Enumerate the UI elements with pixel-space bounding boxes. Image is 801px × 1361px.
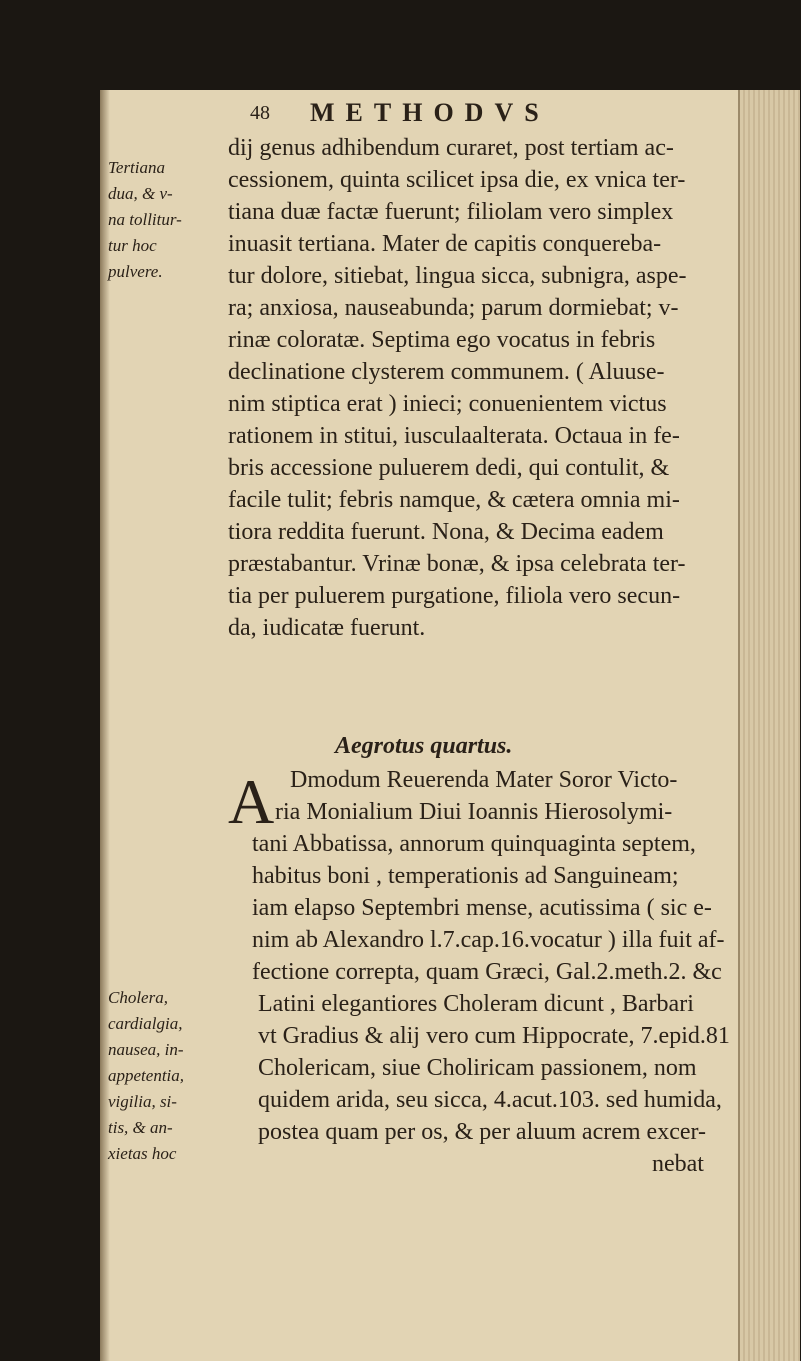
page-number: 48 — [250, 102, 270, 124]
drop-cap: A — [228, 766, 275, 837]
text-line: vt Gradius & alij vero cum Hippocrate, 7.epid.81 — [258, 1023, 730, 1049]
margin-note-cholera — [108, 985, 218, 1167]
text-line: facile tulit; febris namque, & cætera omnia mi- — [228, 487, 680, 513]
text-line: cessionem, quinta scilicet ipsa die, ex vnica ter- — [228, 167, 686, 193]
text-line: tiana duæ factæ fuerunt; filiolam vero simplex — [228, 199, 674, 225]
text-line: fectione correpta, quam Græci, Gal.2.meth.2. &c — [252, 959, 722, 985]
text-line: nebat — [652, 1151, 704, 1177]
text-line: tia per puluerem purgatione, filiola vero secun- — [228, 583, 681, 609]
text-line: tiora reddita fuerunt. Nona, & Decima eadem — [228, 519, 664, 545]
text-line: ria Monialium Diui Ioannis Hierosolymi- — [275, 799, 673, 825]
margin-note-tertiana — [108, 155, 218, 285]
margin-note-line: vigilia, si- — [108, 1092, 177, 1111]
margin-note-line: tur hoc — [108, 236, 157, 255]
margin-note-line: xietas hoc — [108, 1144, 177, 1163]
text-line: iam elapso Septembri mense, acutissima ( sic e- — [252, 895, 712, 921]
page-stack-edge — [738, 90, 800, 1361]
running-title: METHODVS — [310, 98, 550, 127]
margin-note-line: nausea, in- — [108, 1040, 184, 1059]
margin-note-line: na tollitur- — [108, 210, 182, 229]
text-line: quidem arida, seu sicca, 4.acut.103. sed humida, — [258, 1087, 722, 1113]
margin-note-line: dua, & v- — [108, 184, 173, 203]
text-line: inuasit tertiana. Mater de capitis conquereba- — [228, 231, 662, 257]
text-line: rationem in stitui, iusculaalterata. Octaua in fe- — [228, 423, 680, 449]
book-page — [100, 90, 800, 1361]
text-line: habitus boni , temperationis ad Sanguineam; — [252, 863, 679, 889]
margin-note-line: cardialgia, — [108, 1014, 183, 1033]
text-line: Latini elegantiores Choleram dicunt , Barbari — [258, 991, 694, 1017]
text-line: tani Abbatissa, annorum quinquaginta septem, — [252, 831, 696, 857]
text-line: nim ab Alexandro l.7.cap.16.vocatur ) illa fuit af- — [252, 927, 725, 953]
text-line: declinatione clysterem communem. ( Aluuse- — [228, 359, 665, 385]
text-line: bris accessione puluerem dedi, qui contulit, & — [228, 455, 670, 481]
margin-note-line: Cholera, — [108, 988, 168, 1007]
text-line: Dmodum Reuerenda Mater Soror Victo- — [290, 767, 678, 793]
text-line: rinæ coloratæ. Septima ego vocatus in febris — [228, 327, 656, 353]
text-line: postea quam per os, & per aluum acrem excer- — [258, 1119, 706, 1145]
text-line: tur dolore, sitiebat, lingua sicca, subnigra, aspe- — [228, 263, 687, 289]
margin-note-line: Tertiana — [108, 158, 166, 177]
text-line: Cholericam, siue Choliricam passionem, nom — [258, 1055, 697, 1081]
text-line: præstabantur. Vrinæ bonæ, & ipsa celebrata ter- — [228, 551, 686, 577]
margin-note-line: tis, & an- — [108, 1118, 173, 1137]
text-line: dij genus adhibendum curaret, post tertiam ac- — [228, 135, 674, 161]
text-line: ra; anxiosa, nauseabunda; parum dormiebat; v- — [228, 295, 679, 321]
text-line: nim stiptica erat ) inieci; conuenientem victus — [228, 391, 667, 417]
margin-note-line: pulvere. — [108, 262, 163, 281]
section-heading: Aegrotus quartus. — [335, 733, 513, 759]
text-line: da, iudicatæ fuerunt. — [228, 615, 426, 641]
margin-note-line: appetentia, — [108, 1066, 185, 1085]
